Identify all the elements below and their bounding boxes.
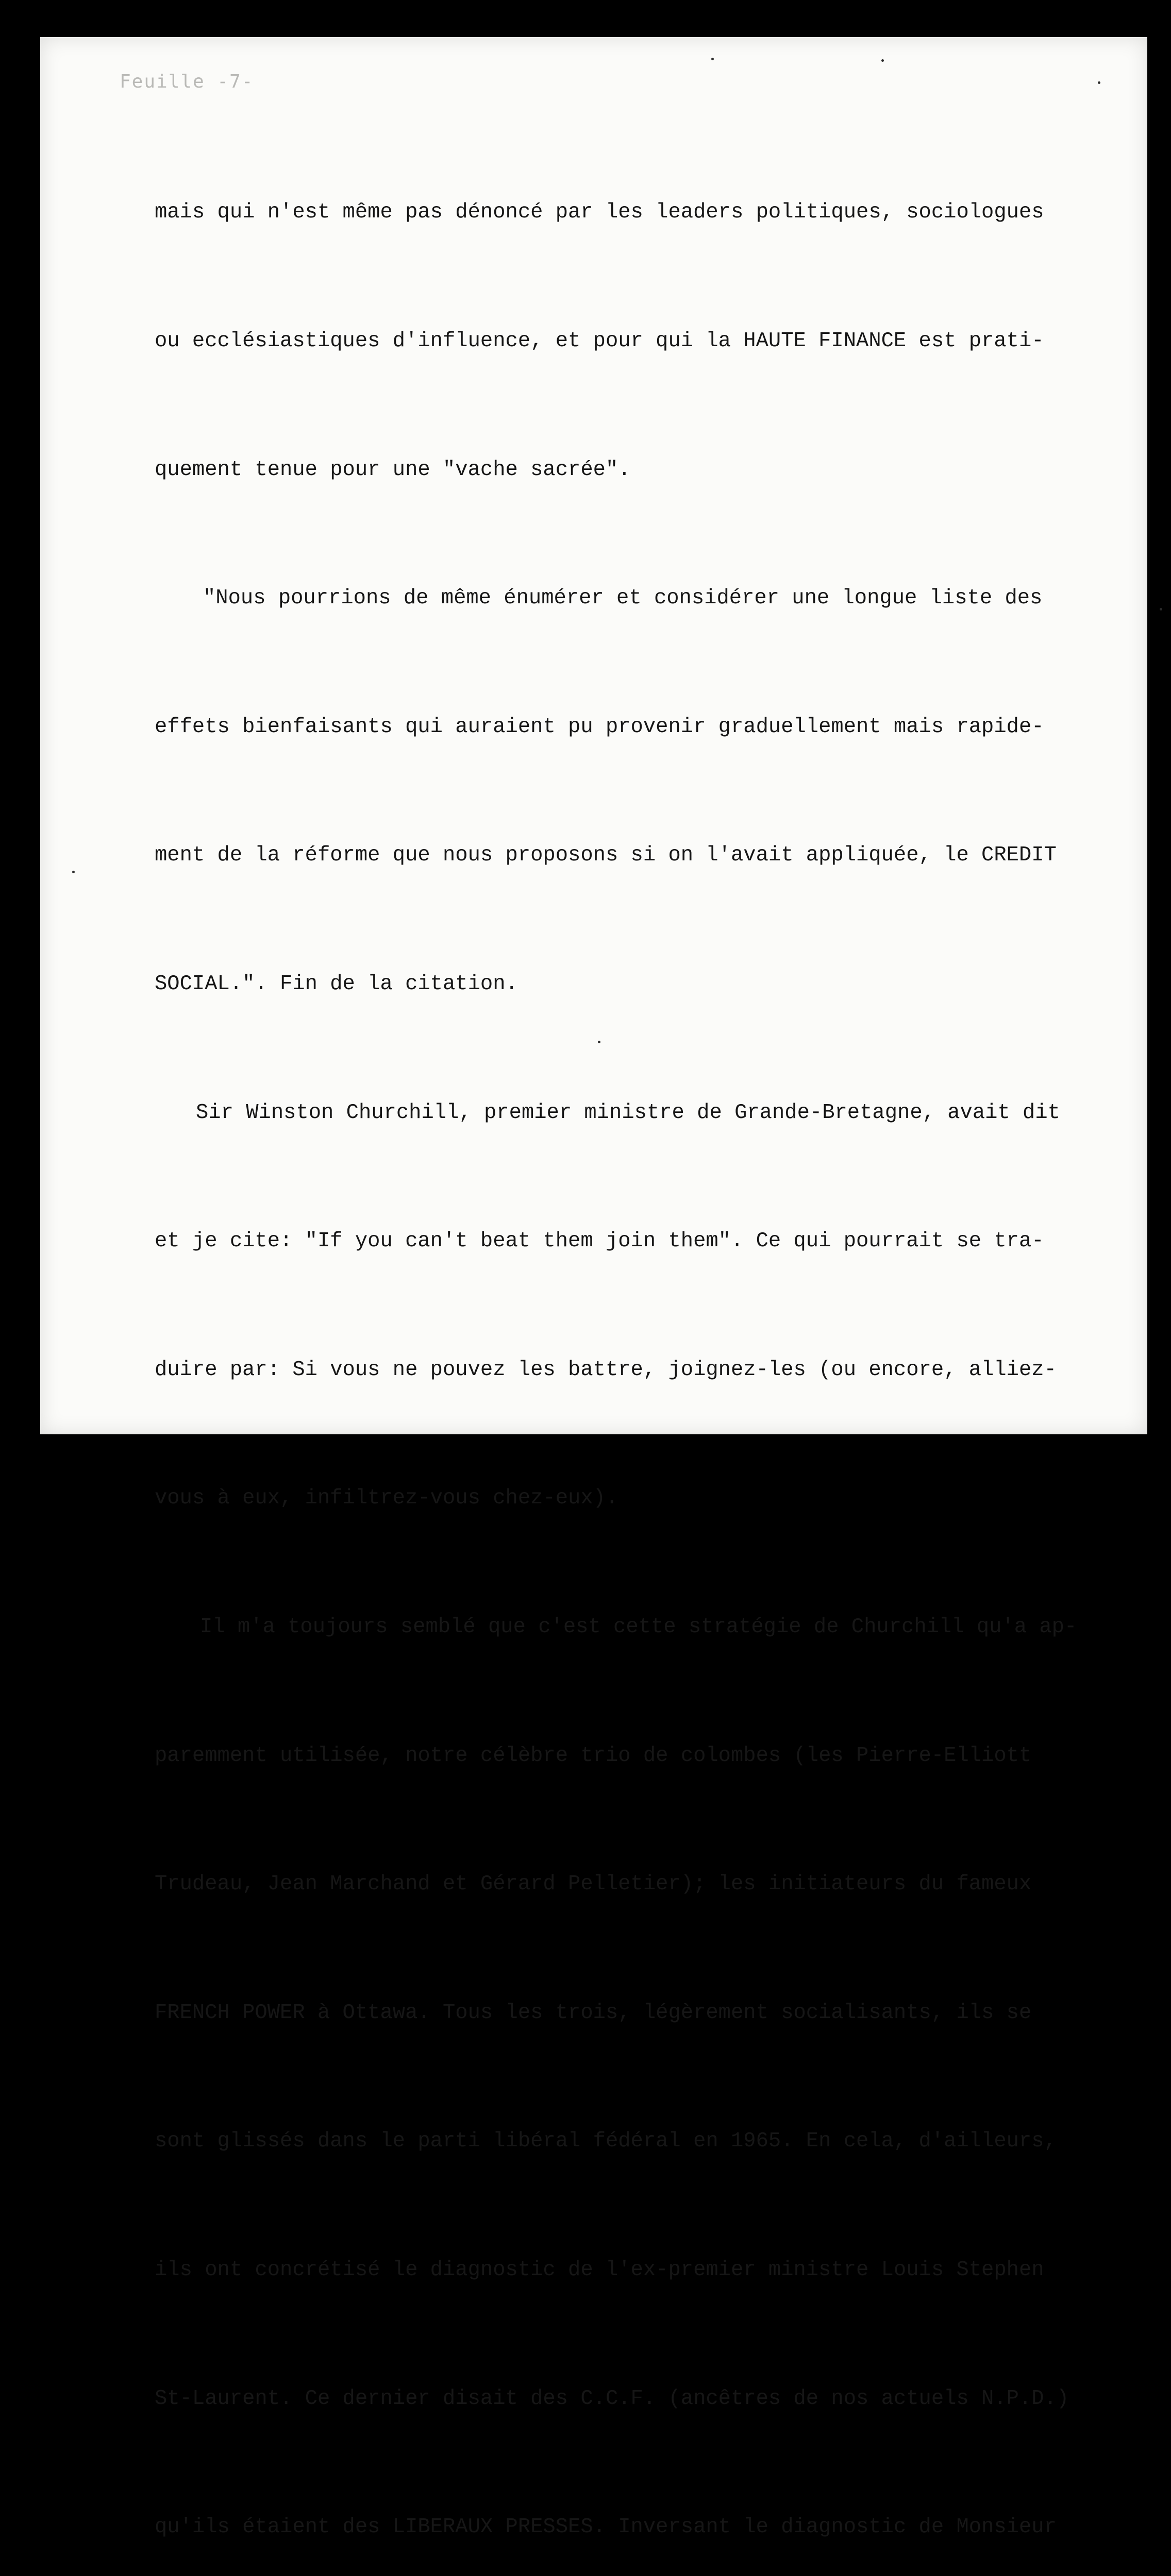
text-line: duire par: Si vous ne pouvez les battre, joignez-les (ou encore, alliez- [155,1358,1057,1382]
text-line: vous à eux, infiltrez-vous chez-eux). [155,1486,618,1511]
text-line: ou ecclésiastiques d'influence, et pour qui la HAUTE FINANCE est prati- [155,329,1044,353]
text-line: ment de la réforme que nous proposons si on l'avait appliquée, le CREDIT [155,843,1057,868]
speck [598,1041,600,1043]
text-line: qu'ils étaient des LIBERAUX PRESSES. Inversant le diagnostic de Monsieur [155,2515,1057,2539]
text-line: paremment utilisée, notre célèbre trio de colombes (les Pierre-Elliott [155,1743,1032,1768]
text-line: FRENCH POWER à Ottawa. Tous les trois, légèrement socialisants, ils se [155,2001,1032,2025]
text-line: quement tenue pour une "vache sacrée". [155,457,631,482]
speck [1160,608,1162,611]
speck [72,871,75,873]
text-line: St-Laurent. Ce dernier disait des C.C.F. (ancêtres de nos actuels N.P.D.) [155,2386,1069,2411]
text-line: effets bienfaisants qui auraient pu provenir graduellement mais rapide- [155,715,1044,739]
page-header: Feuille -7- [120,71,254,92]
speck [1098,81,1100,84]
text-line: SOCIAL.". Fin de la citation. [155,972,518,996]
paragraph-start: "Nous pourrions de même énumérer et considérer une longue liste des [203,586,1043,611]
speck [711,58,714,60]
text-line: ils ont concrétisé le diagnostic de l'ex-premier ministre Louis Stephen [155,2258,1044,2282]
paragraph-start: Il m'a toujours semblé que c'est cette stratégie de Churchill qu'a ap- [200,1615,1077,1639]
text-line: Trudeau, Jean Marchand et Gérard Pelletier); les initiateurs du fameux [155,1872,1032,1896]
page-body [155,106,1124,2576]
text-line: mais qui n'est même pas dénoncé par les leaders politiques, sociologues [155,200,1044,225]
speck [881,59,884,62]
text-line: et je cite: "If you can't beat them join them". Ce qui pourrait se tra- [155,1229,1044,1253]
paragraph-start: Sir Winston Churchill, premier ministre de Grande-Bretagne, avait dit [196,1100,1060,1125]
text-line: sont glissés dans le parti libéral fédéral en 1965. En cela, d'ailleurs, [155,2129,1057,2154]
